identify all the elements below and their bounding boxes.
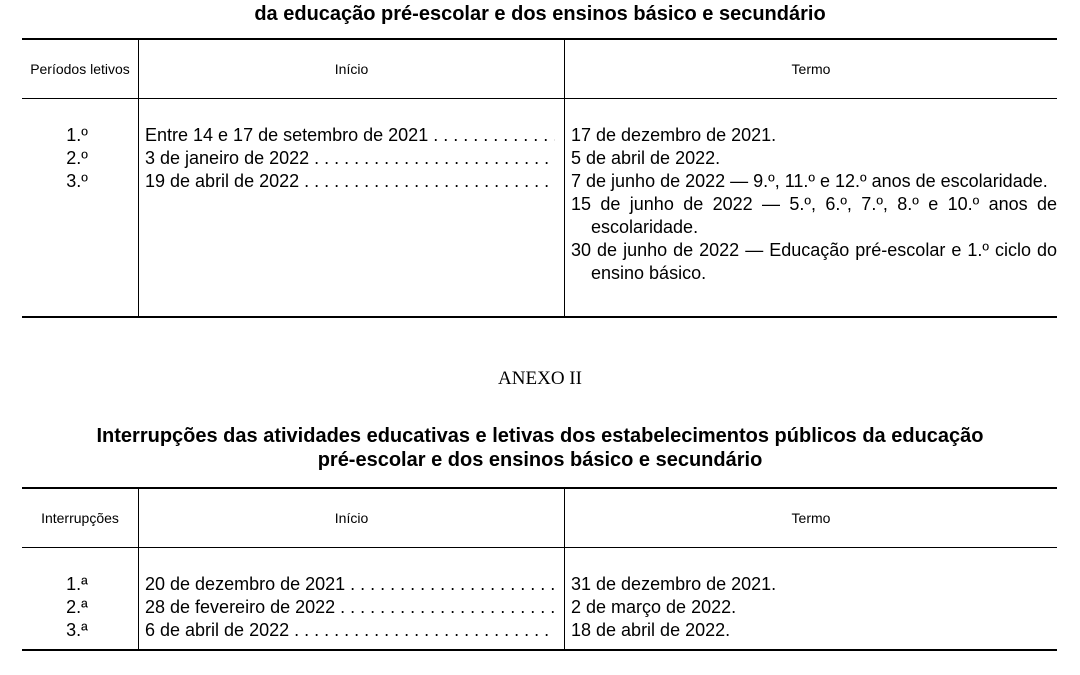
end-column bbox=[571, 573, 1057, 642]
start-column bbox=[145, 124, 555, 193]
end-cell: 2 de março de 2022. bbox=[571, 597, 737, 617]
start-cell: Entre 14 e 17 de setembro de 2021 . . . bbox=[145, 124, 555, 147]
table2-title-line2: pré-escolar e dos ensinos básico e secundário bbox=[317, 449, 763, 471]
end-cell: 18 de abril de 2022. bbox=[571, 620, 731, 640]
header-end: Termo bbox=[791, 509, 831, 526]
end-cell: 17 de dezembro de 2021. bbox=[571, 125, 777, 145]
start-cell: 19 de abril de 2022 . . . bbox=[145, 170, 555, 193]
periods-column bbox=[22, 124, 138, 193]
header-divider bbox=[22, 547, 1057, 548]
school-periods-table bbox=[22, 38, 1057, 318]
start-cell: 6 de abril de 2022 . . . bbox=[145, 619, 555, 642]
end-cell: 5 de abril de 2022. bbox=[571, 148, 721, 168]
interruptions-column bbox=[22, 573, 138, 642]
header-start: Início bbox=[334, 509, 369, 526]
period-cell: 2.º bbox=[66, 148, 88, 168]
header-periods: Períodos letivos bbox=[30, 60, 130, 77]
end-cell: 30 de junho de 2022 — Educação pré-escolar e 1.º ciclo do ensino básico. bbox=[571, 240, 1057, 283]
table2-title-line1: Interrupções das atividades educativas e letivas dos estabelecimentos públicos da educação bbox=[96, 425, 984, 447]
start-column bbox=[145, 573, 555, 642]
interruption-cell: 2.ª bbox=[66, 597, 88, 617]
header-divider bbox=[22, 98, 1057, 99]
annex-heading: ANEXO II bbox=[498, 368, 582, 389]
interruption-cell: 3.ª bbox=[66, 620, 88, 640]
end-cell: 31 de dezembro de 2021. bbox=[571, 574, 777, 594]
period-cell: 1.º bbox=[66, 125, 88, 145]
interruption-cell: 1.ª bbox=[66, 574, 88, 594]
end-cell: 15 de junho de 2022 — 5.º, 6.º, 7.º, 8.º e 10.º anos de escolaridade. bbox=[571, 194, 1057, 237]
table1-title: da educação pré-escolar e dos ensinos básico e secundário bbox=[254, 3, 826, 25]
start-cell: 3 de janeiro de 2022 . . . bbox=[145, 147, 555, 170]
end-cell: 7 de junho de 2022 — 9.º, 11.º e 12.º anos de escolaridade. bbox=[571, 171, 1048, 191]
header-end: Termo bbox=[791, 60, 831, 77]
interruptions-table bbox=[22, 487, 1057, 651]
header-start: Início bbox=[334, 60, 369, 77]
header-interruptions: Interrupções bbox=[41, 509, 119, 526]
start-cell: 20 de dezembro de 2021 . . . bbox=[145, 573, 555, 596]
start-cell: 28 de fevereiro de 2022 . . . bbox=[145, 596, 555, 619]
end-column bbox=[571, 124, 1057, 285]
period-cell: 3.º bbox=[66, 171, 88, 191]
table2-title bbox=[0, 424, 1080, 472]
